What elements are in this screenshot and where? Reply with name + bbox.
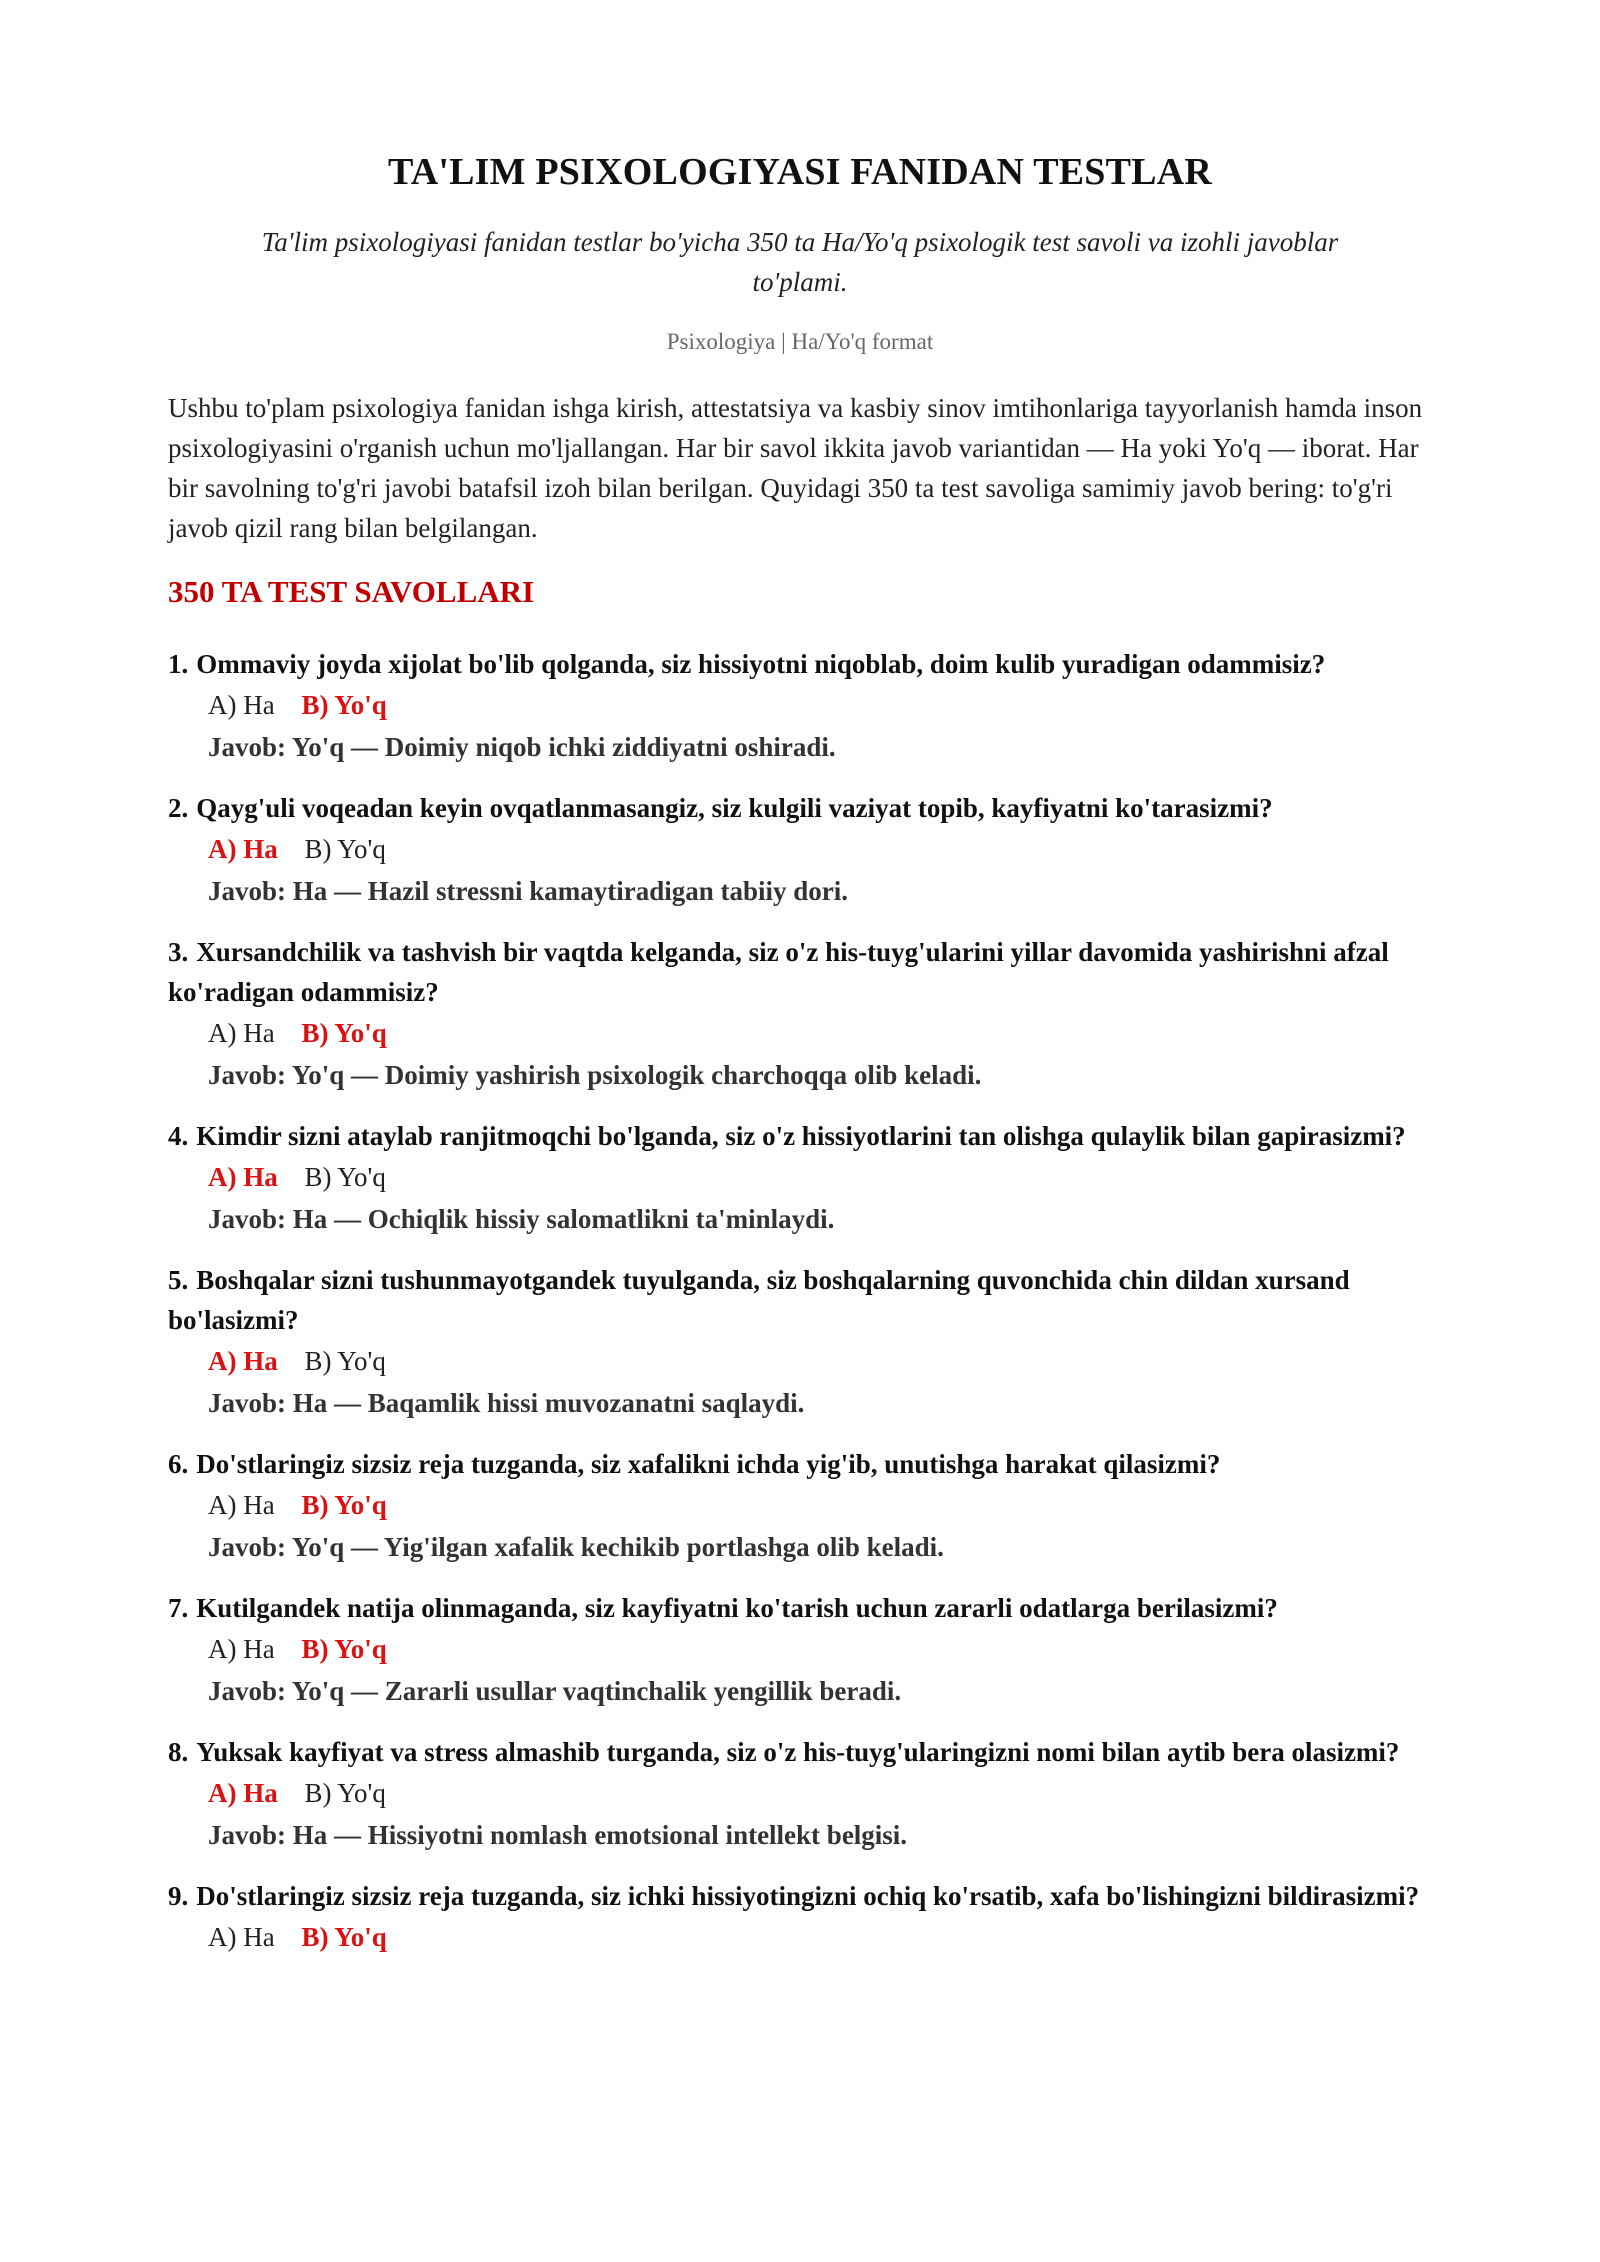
- option-b[interactable]: B) Yo'q: [301, 690, 387, 720]
- question-body: Kutilgandek natija olinmaganda, siz kayfiyatni ko'tarish uchun zararli odatlarga berilasizmi?: [196, 1593, 1278, 1623]
- option-b[interactable]: B) Yo'q: [304, 1346, 386, 1376]
- question-item: [168, 1116, 1432, 1240]
- answer-explanation: Javob: Yo'q — Yig'ilgan xafalik kechikib portlashga olib keladi.: [208, 1532, 944, 1562]
- option-a[interactable]: A) Ha: [208, 1778, 278, 1808]
- question-item: [168, 932, 1432, 1096]
- question-item: [168, 788, 1432, 912]
- option-b[interactable]: B) Yo'q: [304, 1778, 386, 1808]
- question-body: Do'stlaringiz sizsiz reja tuzganda, siz xafalikni ichda yig'ib, unutishga harakat qilasizmi?: [196, 1449, 1221, 1479]
- answer-options: [168, 1156, 1432, 1198]
- document-title: TA'LIM PSIXOLOGIYASI FANIDAN TESTLAR: [387, 151, 1213, 193]
- question-text: [168, 932, 1432, 1012]
- question-number: 1.: [168, 649, 189, 679]
- question-number: 5.: [168, 1265, 189, 1295]
- question-text: [168, 1588, 1432, 1628]
- answer-explanation: Javob: Ha — Ochiqlik hissiy salomatlikni ta'minlaydi.: [208, 1204, 835, 1234]
- answer-options: [168, 1916, 1432, 1958]
- question-text: [168, 788, 1432, 828]
- option-a[interactable]: A) Ha: [208, 1018, 275, 1048]
- question-number: 6.: [168, 1449, 189, 1479]
- answer-explanation: Javob: Yo'q — Doimiy yashirish psixologik charchoqqa olib keladi.: [208, 1060, 982, 1090]
- question-text: [168, 1116, 1432, 1156]
- question-body: Qayg'uli voqeadan keyin ovqatlanmasangiz, siz kulgili vaziyat topib, kayfiyatni ko'tarasizmi?: [196, 793, 1273, 823]
- option-a[interactable]: A) Ha: [208, 1922, 275, 1952]
- question-body: Kimdir sizni ataylab ranjitmoqchi bo'lganda, siz o'z hissiyotlarini tan olishga qulaylik bilan gapirasizmi?: [196, 1121, 1406, 1151]
- option-b[interactable]: B) Yo'q: [304, 834, 386, 864]
- question-text: [168, 1260, 1432, 1340]
- answer-options: [168, 1484, 1432, 1526]
- answer-options: [168, 1340, 1432, 1382]
- question-item: [168, 1260, 1432, 1424]
- answer-options: [168, 1772, 1432, 1814]
- question-item: [168, 1876, 1432, 1958]
- document-intro: Ushbu to'plam psixologiya fanidan ishga kirish, attestatsiya va kasbiy sinov imtihonlariga tayyorlanish hamda inson psixologiyasini o'rganish uchun mo'ljallangan. Har bir savol ikkita javob variantidan — Ha yoki Yo'q — iborat. Har bir savolning to'g'ri javobi batafsil izoh bilan berilgan. Quyidagi 350 ta test savoliga samimiy javob bering: to'g'ri javob qizil rang bilan belgilangan.: [168, 393, 1423, 543]
- question-text: [168, 1876, 1432, 1916]
- question-item: [168, 1588, 1432, 1712]
- question-body: Ommaviy joyda xijolat bo'lib qolganda, siz hissiyotni niqoblab, doim kulib yuradigan odammisiz?: [196, 649, 1326, 679]
- option-a[interactable]: A) Ha: [208, 1490, 275, 1520]
- section-heading: 350 TA TEST SAVOLLARI: [168, 574, 535, 609]
- option-b[interactable]: B) Yo'q: [304, 1162, 386, 1192]
- option-a[interactable]: A) Ha: [208, 1346, 278, 1376]
- option-a[interactable]: A) Ha: [208, 1162, 278, 1192]
- question-body: Yuksak kayfiyat va stress almashib turganda, siz o'z his-tuyg'ularingizni nomi bilan aytib bera olasizmi?: [196, 1737, 1400, 1767]
- option-b[interactable]: B) Yo'q: [301, 1018, 387, 1048]
- question-item: [168, 1732, 1432, 1856]
- document-subtitle: Ta'lim psixologiyasi fanidan testlar bo'yicha 350 ta Ha/Yo'q psixologik test savoli va izohli javoblar to'plami.: [261, 227, 1339, 297]
- question-text: [168, 1732, 1432, 1772]
- question-number: 3.: [168, 937, 189, 967]
- option-a[interactable]: A) Ha: [208, 1634, 275, 1664]
- option-b[interactable]: B) Yo'q: [301, 1490, 387, 1520]
- answer-options: [168, 828, 1432, 870]
- document-meta: Psixologiya | Ha/Yo'q format: [666, 329, 934, 354]
- answer-options: [168, 1012, 1432, 1054]
- question-item: [168, 1444, 1432, 1568]
- answer-explanation: Javob: Ha — Hazil stressni kamaytiradigan tabiiy dori.: [208, 876, 849, 906]
- question-body: Xursandchilik va tashvish bir vaqtda kelganda, siz o'z his-tuyg'ularini yillar davomida yashirishni afzal ko'radigan odammisiz?: [168, 937, 1389, 1007]
- question-number: 8.: [168, 1737, 189, 1767]
- question-text: [168, 644, 1432, 684]
- option-a[interactable]: A) Ha: [208, 834, 278, 864]
- answer-options: [168, 684, 1432, 726]
- option-a[interactable]: A) Ha: [208, 690, 275, 720]
- answer-explanation: Javob: Ha — Baqamlik hissi muvozanatni saqlaydi.: [208, 1388, 805, 1418]
- option-b[interactable]: B) Yo'q: [301, 1922, 387, 1952]
- question-number: 9.: [168, 1881, 189, 1911]
- answer-options: [168, 1628, 1432, 1670]
- answer-explanation: Javob: Yo'q — Doimiy niqob ichki ziddiyatni oshiradi.: [208, 732, 836, 762]
- answer-explanation: Javob: Yo'q — Zararli usullar vaqtinchalik yengillik beradi.: [208, 1676, 902, 1706]
- option-b[interactable]: B) Yo'q: [301, 1634, 387, 1664]
- answer-explanation: Javob: Ha — Hissiyotni nomlash emotsional intellekt belgisi.: [208, 1820, 908, 1850]
- question-number: 4.: [168, 1121, 189, 1151]
- question-body: Do'stlaringiz sizsiz reja tuzganda, siz ichki hissiyotingizni ochiq ko'rsatib, xafa bo'lishingizni bildirasizmi?: [196, 1881, 1420, 1911]
- question-body: Boshqalar sizni tushunmayotgandek tuyulganda, siz boshqalarning quvonchida chin dildan xursand bo'lasizmi?: [168, 1265, 1350, 1335]
- question-number: 7.: [168, 1593, 189, 1623]
- question-item: [168, 644, 1432, 768]
- question-number: 2.: [168, 793, 189, 823]
- question-text: [168, 1444, 1432, 1484]
